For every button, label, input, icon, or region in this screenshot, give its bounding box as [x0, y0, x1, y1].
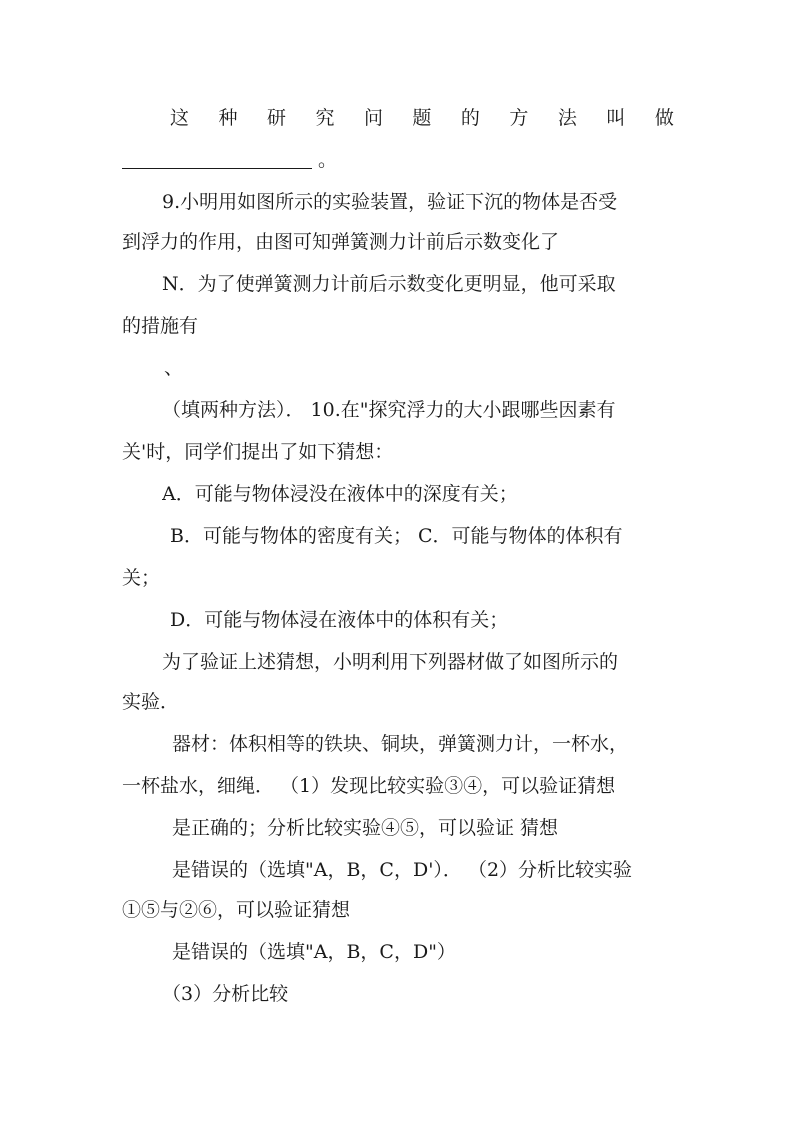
- char: 种: [218, 107, 238, 129]
- answer-line-1: 是正确的；分析比较实验④⑤，可以验证 猜想: [172, 817, 559, 839]
- char: 法: [557, 107, 577, 129]
- char: 究: [315, 107, 335, 129]
- answer-line-2: 是错误的（选填"A，B，C，D'）． （2）分析比较实验: [172, 859, 633, 881]
- method-question-line: [170, 106, 674, 130]
- answer-line-5: （3）分析比较: [162, 983, 289, 1005]
- char: 叫: [606, 107, 626, 129]
- equipment-line-1: 器材：体积相等的铁块、铜块，弹簧测力计，一杯水，: [172, 733, 629, 755]
- q9-line-3: N．为了使弹簧测力计前后示数变化更明显，他可采取: [162, 273, 616, 295]
- equipment-line-2: 一杯盐水，细绳． （1）发现比较实验③④，可以验证猜想: [122, 775, 616, 797]
- char: 研: [266, 107, 286, 129]
- char: 的: [460, 107, 480, 129]
- guess-d: D．可能与物体浸在液体中的体积有关；: [170, 609, 509, 631]
- q9-line-2: 到浮力的作用，由图可知弹簧测力计前后示数变化了: [122, 231, 560, 253]
- answer-blank: [122, 154, 312, 169]
- q10-line-2: 关'时，同学们提出了如下猜想：: [122, 441, 394, 463]
- verify-line-2: 实验．: [122, 691, 180, 713]
- guess-a: A．可能与物体浸没在液体中的深度有关；: [162, 483, 518, 505]
- char: 问: [363, 107, 383, 129]
- answer-line-3: ①⑤与②⑥，可以验证猜想: [122, 899, 351, 921]
- q10-line-1: （填两种方法）． 10.在"探究浮力的大小跟哪些因素有: [162, 399, 616, 421]
- answer-blank-line: [122, 148, 682, 172]
- q9-line-5: 、: [164, 357, 184, 379]
- verify-line-1: 为了验证上述猜想，小明利用下列器材做了如图所示的: [162, 651, 619, 673]
- period: 。: [318, 149, 338, 171]
- answer-line-4: 是错误的（选填"A，B，C，D"）: [172, 941, 456, 963]
- q9-line-1: 9.小明用如图所示的实验装置，验证下沉的物体是否受: [162, 191, 618, 213]
- char: 做: [654, 107, 674, 129]
- guess-bc: B．可能与物体的密度有关； C．可能与物体的体积有: [170, 525, 623, 547]
- char: 方: [509, 107, 529, 129]
- q9-line-4: 的措施有: [122, 315, 199, 337]
- guess-bc-cont: 关；: [122, 567, 161, 589]
- char: 题: [412, 107, 432, 129]
- char: 这: [170, 107, 190, 129]
